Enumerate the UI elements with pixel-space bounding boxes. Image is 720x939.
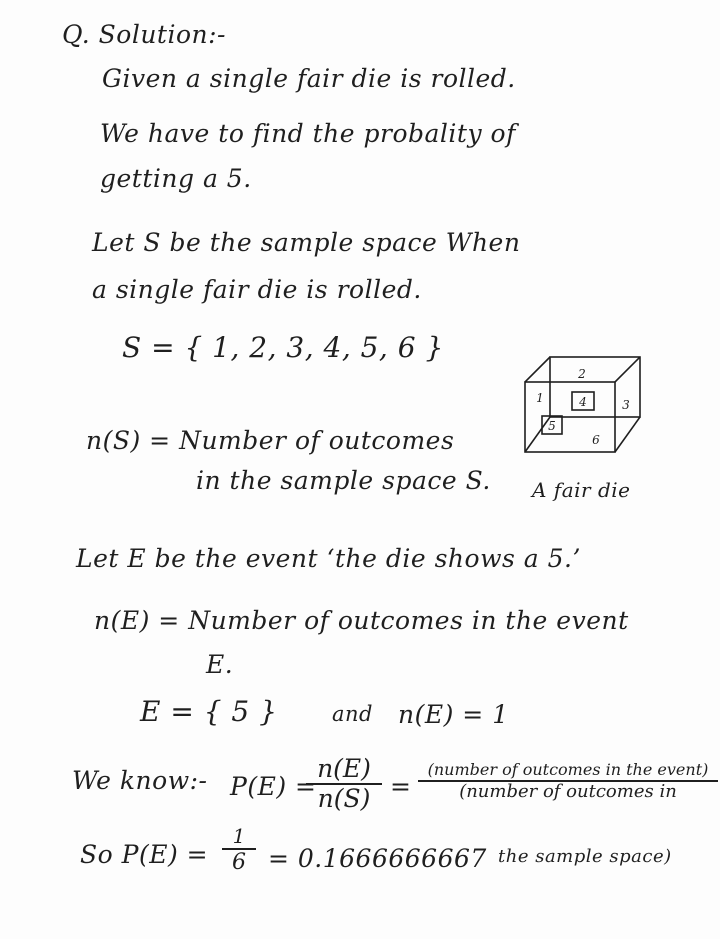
die-face-6: 6 xyxy=(592,433,600,447)
event-set: E = { 5 } xyxy=(140,695,278,728)
die-illustration xyxy=(520,352,648,462)
pe-words-fraction xyxy=(418,762,718,802)
and-word: and xyxy=(332,702,373,726)
solution-heading: Q. Solution:- xyxy=(62,20,226,49)
so-label: So P(E) = xyxy=(80,840,209,869)
given-line-1: Given a single fair die is rolled. xyxy=(102,64,516,93)
die-face-3: 3 xyxy=(622,398,630,412)
ne-value: n(E) = 1 xyxy=(398,700,509,729)
die-face-5: 5 xyxy=(548,419,556,433)
die-face-2: 2 xyxy=(578,367,586,381)
probability-result: = 0.1666666667 xyxy=(268,844,487,873)
pe-denominator: n(S) xyxy=(317,784,371,814)
so-numerator: 1 xyxy=(232,824,246,848)
we-know-label: We know:- xyxy=(72,766,208,795)
ns-definition-line-1: n(S) = Number of outcomes xyxy=(86,426,455,455)
pe-formula-equals: = xyxy=(390,772,412,801)
let-s-line-2: a single fair die is rolled. xyxy=(92,275,422,304)
let-e-line: Let E be the event ‘the die shows a 5.’ xyxy=(76,544,581,573)
ns-definition-line-2: in the sample space S. xyxy=(196,466,491,495)
die-face-1: 1 xyxy=(536,391,544,405)
pe-formula-fraction xyxy=(306,756,382,813)
so-fraction xyxy=(222,826,256,874)
pe-numerator: n(E) xyxy=(317,754,371,783)
sample-space-set: S = { 1, 2, 3, 4, 5, 6 } xyxy=(122,331,444,364)
pe-words-denominator-line-2: the sample space) xyxy=(498,846,672,867)
die-caption: A fair die xyxy=(532,478,631,502)
so-denominator: 6 xyxy=(232,850,246,875)
let-s-line-1: Let S be the sample space When xyxy=(92,228,521,257)
pe-formula-lhs: P(E) = xyxy=(230,772,317,801)
given-line-3: getting a 5. xyxy=(100,164,252,193)
given-line-2: We have to find the probality of xyxy=(100,119,516,148)
pe-words-numerator: (number of outcomes in the event) xyxy=(427,760,709,779)
pe-words-denominator-line-1: (number of outcomes in xyxy=(459,780,677,802)
die-face-4: 4 xyxy=(579,395,587,409)
ne-definition-line-2: E. xyxy=(206,650,234,679)
ne-definition-line-1: n(E) = Number of outcomes in the event xyxy=(94,606,629,635)
